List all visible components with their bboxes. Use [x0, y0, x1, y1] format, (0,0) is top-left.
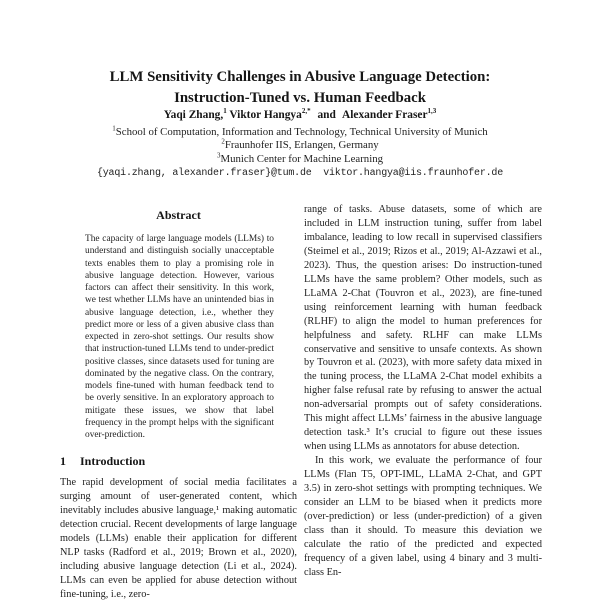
author3-affiliation-marker: 1,3	[427, 107, 437, 116]
abstract-heading: Abstract	[156, 208, 201, 222]
abstract-text: The capacity of large language models (LLMs) to understand and distinguish socially unacceptable texts enables them to play a promising role in abusive language detection. However, various factors can affect their sensitivity. In this work, we test whether LLMs have an unintended bias in abusive language detection, i.e., whether they predict more or less of a given abusive class than expected in zero-shot settings. Our results show that instruction-tuned LLMs tend to under-predict positive classes, since datasets used for tuning are dominated by the negative class. On the contrary, models fine-tuned with human feedback tend to be overly sensitive. In an exploratory approach to mitigate these issues, we show that label frequency in the prompt helps with the significant over-prediction.	[85, 234, 274, 440]
author-viktor-hangya: Viktor Hangya	[229, 109, 302, 121]
paper-title-line1: LLM Sensitivity Challenges in Abusive Language Detection:	[109, 69, 491, 85]
paper-title-line2: Instruction-Tuned vs. Human Feedback	[174, 89, 426, 106]
authors-conjunction: and	[317, 109, 336, 121]
affiliation3-text: Munich Center for Machine Learning	[220, 152, 383, 165]
affiliations-block	[0, 126, 600, 166]
right-column	[304, 203, 542, 580]
author-emails: {yaqi.zhang, alexander.fraser}@tum.de viktor.hangya@iis.fraunhofer.de	[96, 168, 504, 179]
affiliation-tum	[0, 126, 600, 139]
affiliation-mcml	[0, 153, 600, 166]
authors-line	[0, 109, 600, 121]
affiliation3-marker: 3	[217, 151, 221, 160]
right-column-paragraph-1: range of tasks. Abuse datasets, some of which are included in LLM instruction tuning, suffer from label imbalance, leading to low recall in supervised classifiers (Steimel et al., 2019; Rizos et al., 2019; Al-Azzawi et al., 2023). Thus, the question arises: Do instruction-tuned LLMs have the same problem? Other models, such as LLaMA 2-Chat (Touvron et al., 2023), are fine-tuned using reinforcement learning with human feedback (RLHF) to align the model to human preferences for helpfulness and safety. RLHF can make LLMs conservative and sensitive to unsafe contexts. As shown by Touvron et al. (2023), with more safety data mixed in the tuning process, the LLaMA 2-Chat model exhibits a higher false refusal rate by refusing to answer the actual non-adversarial prompts out of safety considerations. This might affect LLMs’ fairness in the abusive language detection task.³ It’s crucial to figure out these issues when using LLMs as annotators for abuse detection.	[304, 204, 542, 453]
author-yaqi-zhang: Yaqi Zhang,	[163, 109, 224, 121]
right-column-paragraph-2: In this work, we evaluate the performance of four LLMs (Flan T5, OPT-IML, LLaMA 2-Chat, and GPT 3.5) in zero-shot settings with prompting techniques. We consider an LLM to be biased when it predicts more (over-prediction) or less (under-prediction) of a given class than it should. To measure this deviation we calculate the ratio of the predicted and expected frequency of a given label, using 4 binary and 3 multi-class En-	[304, 455, 542, 578]
paper-title	[0, 67, 600, 108]
affiliation-fraunhofer	[0, 139, 600, 152]
author1-affiliation-marker: 1	[223, 107, 227, 116]
affiliation2-text: Fraunhofer IIS, Erlangen, Germany	[224, 139, 379, 152]
affiliation1-text: School of Computation, Information and Technology, Technical University of Munich	[115, 126, 488, 138]
left-column	[60, 205, 297, 600]
author-alexander-fraser: Alexander Fraser	[342, 109, 428, 121]
affiliation1-marker: 1	[112, 124, 116, 133]
affiliation2-marker: 2	[221, 137, 225, 146]
section-heading-introduction	[60, 454, 297, 469]
author2-affiliation-marker: 2,*	[301, 107, 311, 116]
section-number: 1	[60, 454, 66, 469]
introduction-paragraph: The rapid development of social media facilitates a surging amount of user-generated content, which inevitably includes abusive language,¹ making automatic detection crucial. Recent developments of large language models (LLMs) enable their application for different NLP tasks (Radford et al., 2019; Brown et al., 2020), including abusive language detection (Li et al., 2024). LLMs can even be applied for abuse detection without fine-tuning, i.e., zero-	[60, 477, 297, 600]
section-title: Introduction	[80, 454, 146, 469]
